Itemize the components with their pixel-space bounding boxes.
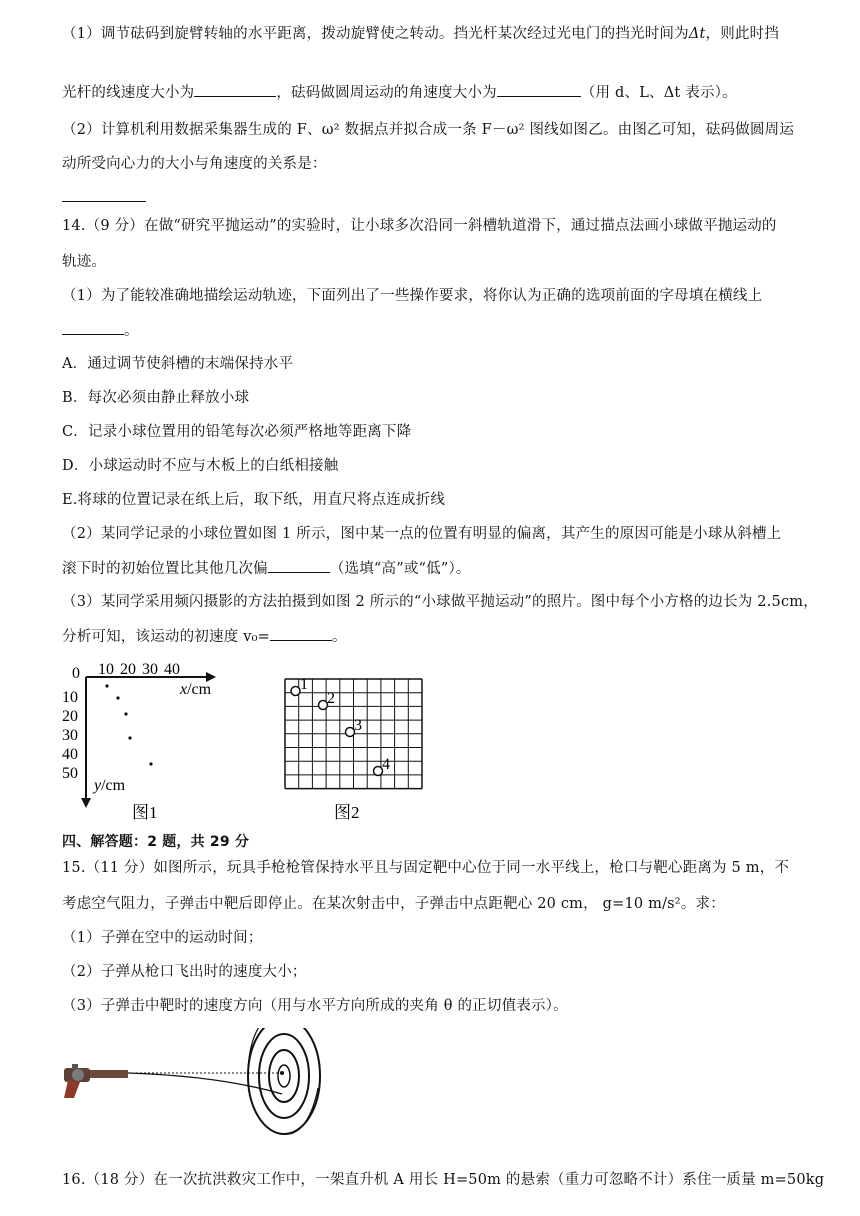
- q14-part2-line2: [62, 558, 471, 579]
- fig1-caption: 图1: [132, 803, 158, 822]
- answer-blank-high-low[interactable]: [268, 558, 330, 573]
- fig1-x-unit: /cm: [187, 681, 212, 698]
- answer-blank-force-relation[interactable]: [62, 201, 146, 202]
- q14-part2-line1: （2）某同学记录的小球位置如图 1 所示，图中某一点的位置有明显的偏离，其产生的原因可能是小球从斜槽上: [62, 526, 782, 542]
- q13-part1-end: ，则此时挡: [705, 26, 780, 42]
- q14-part1-line2: [62, 320, 139, 341]
- fig1-origin-label: 0: [72, 665, 80, 682]
- q14-option-c: C．记录小球位置用的铅笔每次必须严格地等距离下降: [62, 424, 412, 440]
- q13-part1-line2-start: 光杆的线速度大小为: [62, 85, 195, 101]
- q13-part2-line1: （2）计算机利用数据采集器生成的 F、ω² 数据点并拟合成一条 F－ω² 图线如图乙。由图乙可知，砝码做圆周运: [62, 122, 795, 138]
- q14-option-b: B．每次必须由静止释放小球: [62, 390, 250, 406]
- fig1-y-tick: 40: [62, 746, 78, 763]
- fig1-x-tick: 20: [120, 661, 136, 678]
- q15-item-1: （1）子弹在空中的运动时间；: [62, 930, 263, 946]
- fig1-y-tick: 10: [62, 689, 78, 706]
- fig2-ball: [291, 687, 300, 696]
- toy-gun-icon: [64, 1064, 128, 1098]
- q15-stem-line1: 15.（11 分）如图所示，玩具手枪枪管保持水平且与固定靶中心位于同一水平线上，枪口与靶心距离为 5 m，不: [62, 860, 790, 876]
- fig1-point: [149, 762, 152, 765]
- answer-blank-initial-velocity[interactable]: [270, 626, 332, 641]
- q14-option-e: E.将球的位置记录在纸上后，取下纸，用直尺将点连成折线: [62, 492, 446, 508]
- fig2-ball-label: 3: [354, 717, 362, 734]
- q15-item-3: （3）子弹击中靶时的速度方向（用与水平方向所成的夹角 θ 的正切值表示）。: [62, 998, 568, 1014]
- fig1-y-tick: 30: [62, 727, 78, 744]
- q14-stem-line1: 14.（9 分）在做“研究平抛运动”的实验时，让小球多次沿同一斜槽轨道滑下，通过描点法画小球做平抛运动的: [62, 218, 777, 234]
- fig1-point: [128, 736, 131, 739]
- fig1-y-tick: 20: [62, 708, 78, 725]
- q13-part1-line2-end: （用 d、L、Δt 表示）。: [580, 85, 737, 101]
- answer-blank-angular-velocity[interactable]: [497, 82, 581, 97]
- figure-2-grid-photo: [282, 676, 432, 828]
- q14-part2-line2-start: 滚下时的初始位置比其他几次偏: [62, 561, 268, 577]
- fig1-x-label: x/cm: [180, 681, 212, 698]
- fig1-point: [116, 696, 119, 699]
- q13-part1-line1: [62, 24, 779, 44]
- delta-t-symbol: Δt: [688, 26, 706, 42]
- fig1-point: [105, 684, 108, 687]
- q14-part1-end: 。: [124, 323, 139, 339]
- section-4-heading: 四、解答题：2 题，共 29 分: [62, 834, 250, 850]
- q14-part2-line2-end: （选填“高”或“低”）。: [329, 561, 471, 577]
- figure-1-trajectory-plot: [60, 656, 240, 826]
- fig2-ball-label: 4: [382, 756, 390, 773]
- fig1-y-arrow: [81, 798, 91, 808]
- q13-part1-line2: [62, 82, 737, 103]
- q14-option-d: D．小球运动时不应与木板上的白纸相接触: [62, 458, 339, 474]
- q15-stem-line2: 考虑空气阻力，子弹击中靶后即停止。在某次射击中，子弹击中点距靶心 20 cm， g=10 m/s²。求：: [62, 896, 725, 912]
- q14-stem-line2: 轨迹。: [62, 254, 107, 270]
- fig1-y-label: y/cm: [94, 777, 126, 794]
- q14-part3-line2-start: 分析可知，该运动的初速度 v₀=: [62, 629, 270, 645]
- q15-item-2: （2）子弹从枪口飞出时的速度大小；: [62, 964, 307, 980]
- q14-part1-line1: （1）为了能较准确地描绘运动轨迹，下面列出了一些操作要求，将你认为正确的选项前面的字母填在横线上: [62, 288, 763, 304]
- q13-part1-line2-mid: ，砝码做圆周运动的角速度大小为: [276, 85, 497, 101]
- answer-blank-linear-velocity[interactable]: [194, 82, 276, 97]
- fig1-y-tick: 50: [62, 765, 78, 782]
- q13-part1-text: （1）调节砝码到旋臂转轴的水平距离，拨动旋臂使之转动。挡光杆某次经过光电门的挡光时间为: [62, 26, 689, 42]
- q14-part3-line1: （3）某同学采用频闪摄影的方法拍摄到如图 2 所示的“小球做平抛运动”的照片。图中每个小方格的边长为 2.5cm，: [62, 594, 818, 610]
- q13-part2-line2: 动所受向心力的大小与角速度的关系是：: [62, 156, 327, 172]
- q14-part3-line2-end: 。: [331, 629, 347, 645]
- figure-gun-target: [60, 1028, 340, 1148]
- fig2-caption: 图2: [334, 803, 360, 822]
- target-icon: [248, 1028, 320, 1134]
- fig1-point: [124, 712, 127, 715]
- answer-blank-options[interactable]: [62, 320, 124, 335]
- fig1-x-tick: 10: [98, 661, 114, 678]
- q16-stem-line1: 16.（18 分）在一次抗洪救灾工作中，一架直升机 A 用长 H=50m 的悬索（重力可忽略不计）系住一质量 m=50kg: [62, 1172, 825, 1188]
- fig1-x-tick: 40: [164, 661, 180, 678]
- fig2-ball-label: 2: [327, 690, 335, 707]
- q14-option-a: A．通过调节使斜槽的末端保持水平: [62, 356, 294, 372]
- q14-part3-line2: [62, 626, 347, 647]
- fig1-x-tick: 30: [142, 661, 158, 678]
- fig2-ball-label: 1: [300, 676, 308, 693]
